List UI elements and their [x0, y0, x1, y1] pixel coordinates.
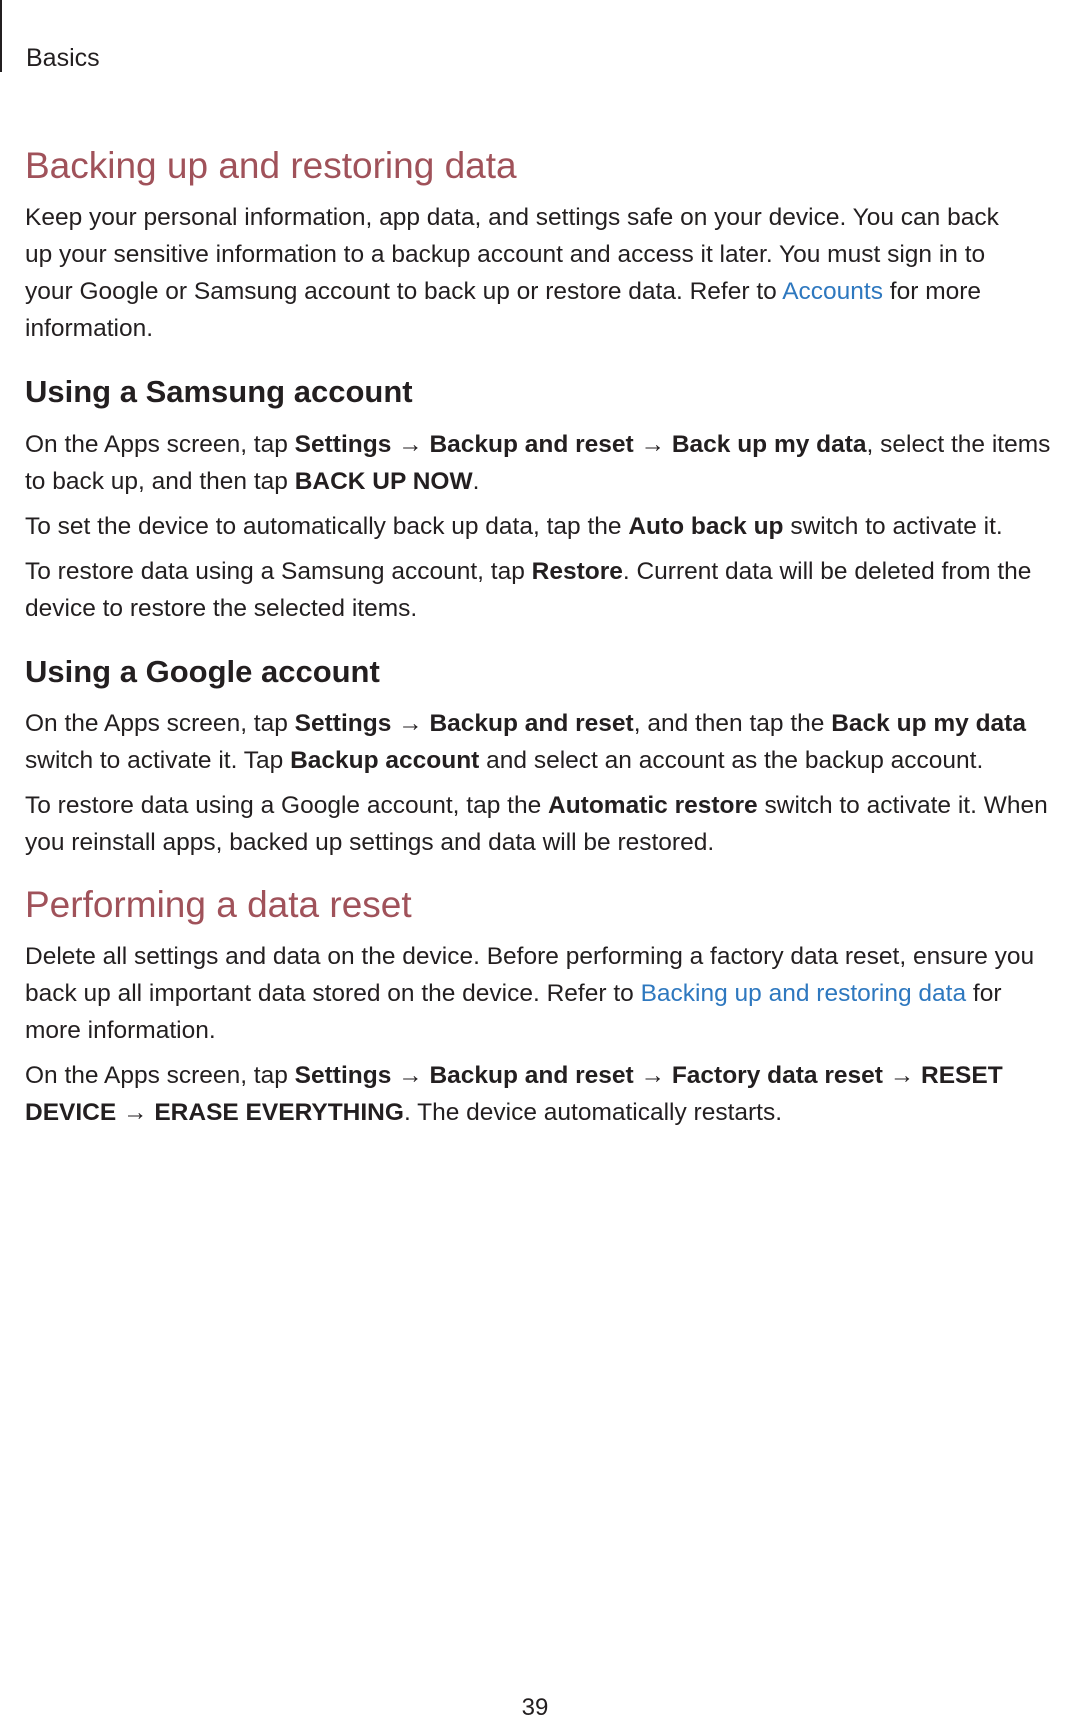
section-header: Basics	[26, 44, 100, 72]
accounts-link[interactable]: Accounts	[782, 278, 883, 306]
google-heading: Using a Google account	[25, 653, 380, 689]
intro-line: information.	[25, 315, 154, 343]
google-step-2: To restore data using a Google account, tap the Automatic restore switch to activate it. When you reinstall apps, backed up settings and data will be restored.	[25, 791, 1048, 856]
page-number: 39	[521, 1694, 549, 1721]
backup-title: Backing up and restoring data	[25, 145, 517, 186]
reset-step: On the Apps screen, tap Settings → Backup and reset → Factory data reset → RESET DEVICE → ERASE EVERYTHING. The device automatically restarts.	[25, 1062, 1003, 1127]
samsung-step-2: To set the device to automatically back up data, tap the Auto back up switch to activate it.	[25, 512, 1003, 540]
intro-line: up your sensitive information to a backup account and access it later. You must sign in to	[25, 241, 986, 269]
google-step-1: On the Apps screen, tap Settings → Backup and reset, and then tap the Back up my data switch to activate it. Tap Backup account and select an account as the backup account.	[25, 709, 1026, 774]
samsung-step-1: On the Apps screen, tap Settings → Backup and reset → Back up my data, select the items to back up, and then tap BACK UP NOW.	[25, 430, 1051, 495]
reset-title: Performing a data reset	[25, 883, 412, 925]
samsung-heading: Using a Samsung account	[25, 374, 413, 410]
samsung-step-3: To restore data using a Samsung account, tap Restore. Current data will be deleted from the device to restore the selected items.	[25, 557, 1032, 622]
intro-line: your Google or Samsung account to back up or restore data. Refer to Accounts for more	[25, 278, 982, 306]
backing-up-link[interactable]: Backing up and restoring data	[640, 980, 967, 1008]
page-content	[25, 144, 1065, 1131]
reset-intro: Delete all settings and data on the device. Before performing a factory data reset, ensure you back up all important data stored on the device. Refer to Backing up and restoring data for more information.	[25, 943, 1035, 1045]
backup-intro	[25, 199, 1065, 347]
header-rule	[0, 0, 2, 72]
intro-line: Keep your personal information, app data, and settings safe on your device. You can back	[25, 204, 999, 232]
